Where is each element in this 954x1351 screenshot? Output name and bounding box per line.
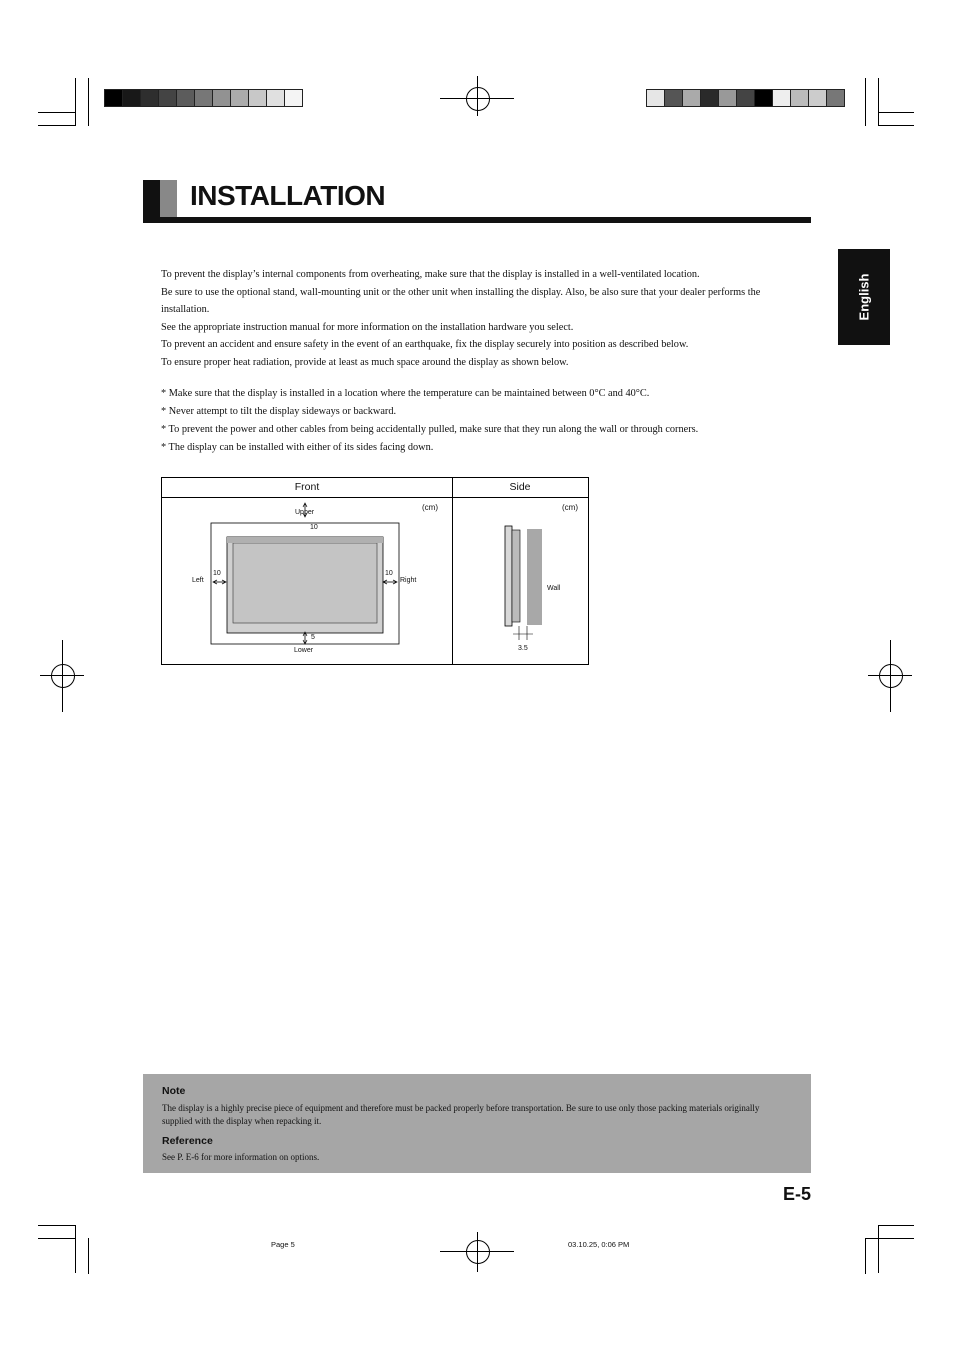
list-item: * Never attempt to tilt the display sideways or backward. (161, 406, 397, 417)
note-box (143, 1074, 811, 1173)
paragraph: Be sure to use the optional stand, wall-mounting unit or the other unit when installing the display. Also, be also sure that your dealer performs the installation. (161, 286, 761, 315)
left-value: 10 (213, 570, 221, 577)
page-title: INSTALLATION (190, 180, 386, 211)
note-text: The display is a highly precise piece of equipment and therefore must be packed properly before transportation. Be sure to use only those packing materials originally supplied with the display when repacking it. (162, 1103, 760, 1126)
list-item: * To prevent the power and other cables from being accidentally pulled, make sure that they run along the wall or through corners. (161, 424, 699, 435)
footer-page: Page 5 (271, 1240, 295, 1249)
list-item: * The display can be installed with either of its sides facing down. (161, 442, 434, 453)
wall-label: Wall (547, 585, 561, 592)
paragraph: To prevent the display’s internal components from overheating, make sure that the display is installed in a well-ventilated location. (161, 269, 700, 280)
clearance-diagram (161, 477, 589, 665)
lower-value: 5 (311, 634, 315, 641)
footer-timestamp: 03.10.25, 0:06 PM (568, 1240, 630, 1249)
caution-list (161, 385, 801, 457)
language-tab (838, 249, 890, 345)
color-bar-left (104, 89, 303, 107)
title-marker-gray (160, 180, 177, 218)
intro-text (161, 266, 801, 371)
left-label: Left (192, 577, 204, 584)
lower-label: Lower (294, 647, 314, 654)
side-unit: (cm) (562, 503, 578, 512)
reference-text: See P. E-6 for more information on options. (162, 1152, 320, 1162)
front-unit: (cm) (422, 503, 438, 512)
side-heading: Side (452, 478, 588, 498)
language-tab-label: English (856, 273, 872, 321)
list-item: * Make sure that the display is installed in a location where the temperature can be maintained between 0°C and 40°C. (161, 388, 650, 399)
right-value: 10 (385, 570, 393, 577)
gap-value: 3.5 (518, 645, 528, 652)
paragraph: To prevent an accident and ensure safety in the event of an earthquake, fix the display securely into position as described below. (161, 339, 689, 350)
note-heading: Note (162, 1085, 186, 1097)
reference-heading: Reference (162, 1135, 213, 1147)
paragraph: To ensure proper heat radiation, provide at least as much space around the display as shown below. (161, 356, 569, 368)
upper-label: Upper (295, 509, 315, 516)
color-bar-right (646, 89, 845, 107)
page-number: E-5 (783, 1184, 812, 1204)
title-rule (143, 217, 811, 223)
paragraph: See the appropriate instruction manual for more information on the installation hardware you select. (161, 321, 574, 333)
upper-value: 10 (310, 524, 318, 531)
right-label: Right (400, 577, 417, 584)
front-heading: Front (162, 478, 453, 498)
side-view-drawing (453, 498, 589, 664)
